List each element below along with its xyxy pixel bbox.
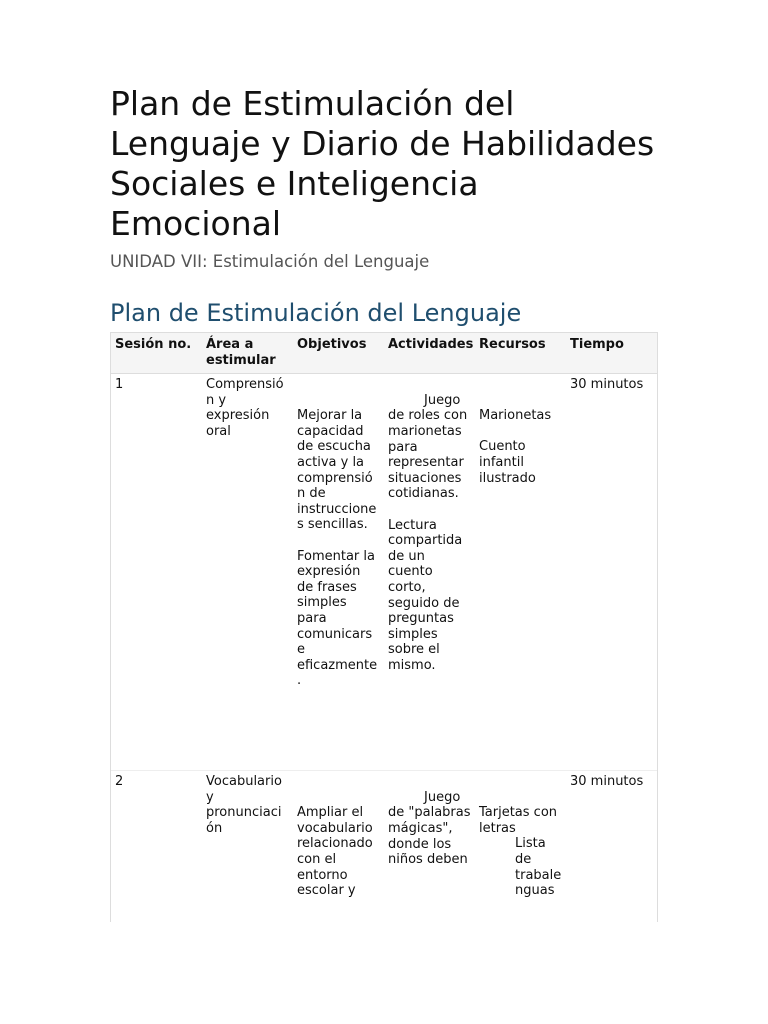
session-number-cell: 1 bbox=[111, 374, 202, 771]
header-resources: Recursos bbox=[475, 333, 566, 374]
activities-cell bbox=[384, 374, 475, 771]
section-heading: Plan de Estimulación del Lenguaje bbox=[110, 299, 522, 327]
header-objectives: Objetivos bbox=[293, 333, 384, 374]
resources-cell bbox=[475, 374, 566, 771]
activity-text: Juego de "palabras mágicas", donde los niños deben bbox=[388, 789, 471, 868]
objective-text: Ampliar el vocabulario relacionado con el entorno escolar y bbox=[297, 805, 373, 899]
resource-text: Marionetas bbox=[479, 408, 552, 424]
document-title: Plan de Estimulación del Lenguaje y Diario de Habilidades Sociales e Inteligencia Emocional bbox=[110, 84, 655, 243]
resources-cell bbox=[475, 771, 566, 902]
objective-text: Mejorar la capacidad de escucha activa y la comprensión de instrucciones sencillas. bbox=[297, 408, 377, 533]
activity-text: Lectura compartida de un cuento corto, seguido de preguntas simples sobre el mismo. bbox=[388, 517, 463, 673]
header-time: Tiempo bbox=[566, 333, 657, 374]
time-cell: 30 minutos bbox=[570, 774, 644, 790]
objectives-cell bbox=[293, 374, 384, 771]
objective-text: Fomentar la expresión de frases simples para comunicarse eficazmente. bbox=[297, 548, 378, 689]
activity-text: Juego de roles con marionetas para representar situaciones cotidianas. bbox=[388, 392, 468, 502]
table-header-row bbox=[111, 333, 657, 374]
plan-table bbox=[111, 333, 657, 902]
document-page bbox=[110, 84, 658, 899]
document-subtitle: UNIDAD VII: Estimulación del Lenguaje bbox=[110, 252, 430, 271]
header-session: Sesión no. bbox=[111, 333, 202, 374]
activities-cell bbox=[384, 771, 475, 902]
area-cell: Comprensión y expresión oral bbox=[202, 374, 293, 771]
session-number-cell: 2 bbox=[115, 774, 124, 790]
resource-text: Cuento infantil ilustrado bbox=[479, 439, 536, 486]
resource-text: Tarjetas con letras bbox=[479, 805, 558, 836]
table-row bbox=[111, 771, 657, 902]
objectives-cell bbox=[293, 771, 384, 902]
plan-table-container bbox=[110, 332, 658, 922]
header-activities: Actividades bbox=[384, 333, 475, 374]
table-row bbox=[111, 374, 657, 771]
time-cell: 30 minutos bbox=[566, 374, 657, 771]
area-cell: Vocabulario y pronunciación bbox=[206, 774, 282, 836]
header-area: Área a estimular bbox=[202, 333, 293, 374]
resource-text: Lista de trabalenguas bbox=[515, 836, 562, 899]
